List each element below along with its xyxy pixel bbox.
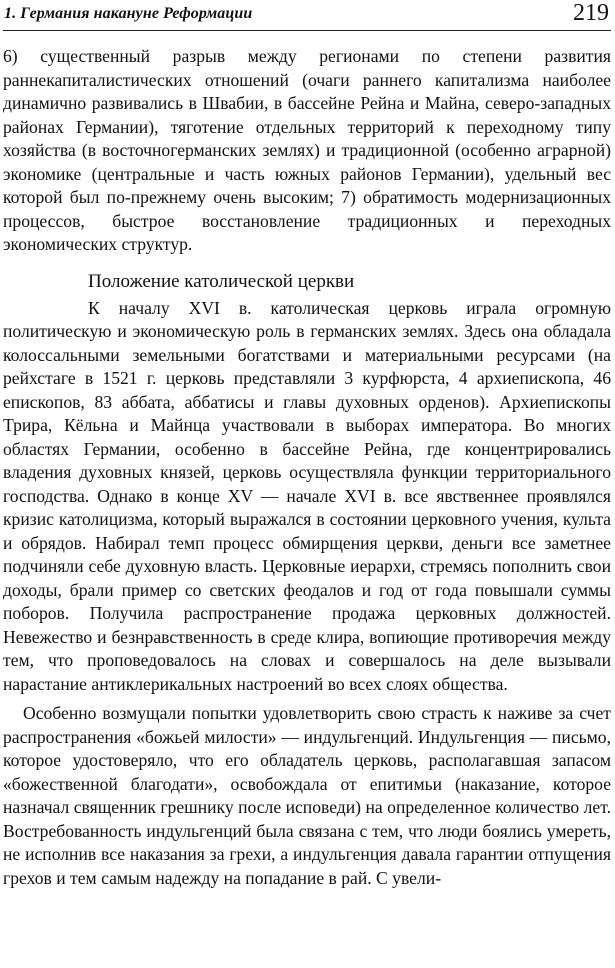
paragraph-church-position: К началу XVI в. католическая церковь играла огромную политическую и экономическую роль в германских землях. Здесь она обладала колоссальными земельными богатствами и материальными ресурсами (на рейхстаге в 1521 г. церковь представляли 3 курфюрста, 4 архиепископа, 46 епископов, 83 аббата, аббатисы и главы духовных орденов). Архиепископы Трира, Кёльна и Майнца участвовали в выборах императора. Во многих областях Германии, особенно в бассейне Рейна, где концентрировались владения духовных князей, церковь осуществляла функции территориального господства. Однако в конце XV — начале XVI в. все явственнее проявлялся кризис католицизма, который выражался в состоянии церковного учения, культа и обрядов. Набирал темп процесс обмирщения церкви, деньги все заметнее подчиняли себе духовную власть. Церковные иерархи, стремясь пополнить свои доходы, брали пример со светских феодалов и год от года повышали суммы поборов. Получила распространение продажа церковных должностей. Невежество и безнравственность в среде клира, вопиющие противоречия между тем, что проповедовалось на словах и совершалось на деле вызывали нарастание антиклерикальных настроений во всех слоях общества. <box>3 297 611 694</box>
running-title: 1. Германия накануне Реформации <box>4 5 253 22</box>
book-page <box>3 0 611 968</box>
paragraph-indulgences: Особенно возмущали попытки удовлетворить свою страсть к наживе за счет распространения «божьей милости» — индульгенций. Индульгенция — письмо, которое удостоверяло, что его обладатель церковь, располагавшая запасом «божественной благодати», освобождала от епитимьи (наказание, которое назначал священник грешнику после исповеди) на определенное количество лет. Востребованность индульгенций была связана с тем, что люди боялись умереть, не исполнив все наказания за грехи, а индульгенция давала гарантии отпущения грехов и тем самым надежду на попадание в рай. С увели- <box>3 703 611 888</box>
running-header <box>3 0 611 31</box>
page-number: 219 <box>573 0 609 26</box>
section-heading: Положение католической церкви <box>88 270 355 292</box>
paragraph-continued: 6) существенный разрыв между регионами по степени развития раннекапиталистических отношений (очаги раннего капитализма наиболее динамично развивались в Швабии, в бассейне Рейна и Майна, северо-западных районах Германии), тяготение отдельных территорий к переходному типу хозяйства (в восточногерманских землях) и традиционной (особенно аграрной) экономике (центральные и часть южных районов Германии), удельный вес которой был по-прежнему очень высоким; 7) обратимость модернизационных процессов, быстрое восстановление традиционных и переходных экономических структур. <box>3 46 611 254</box>
